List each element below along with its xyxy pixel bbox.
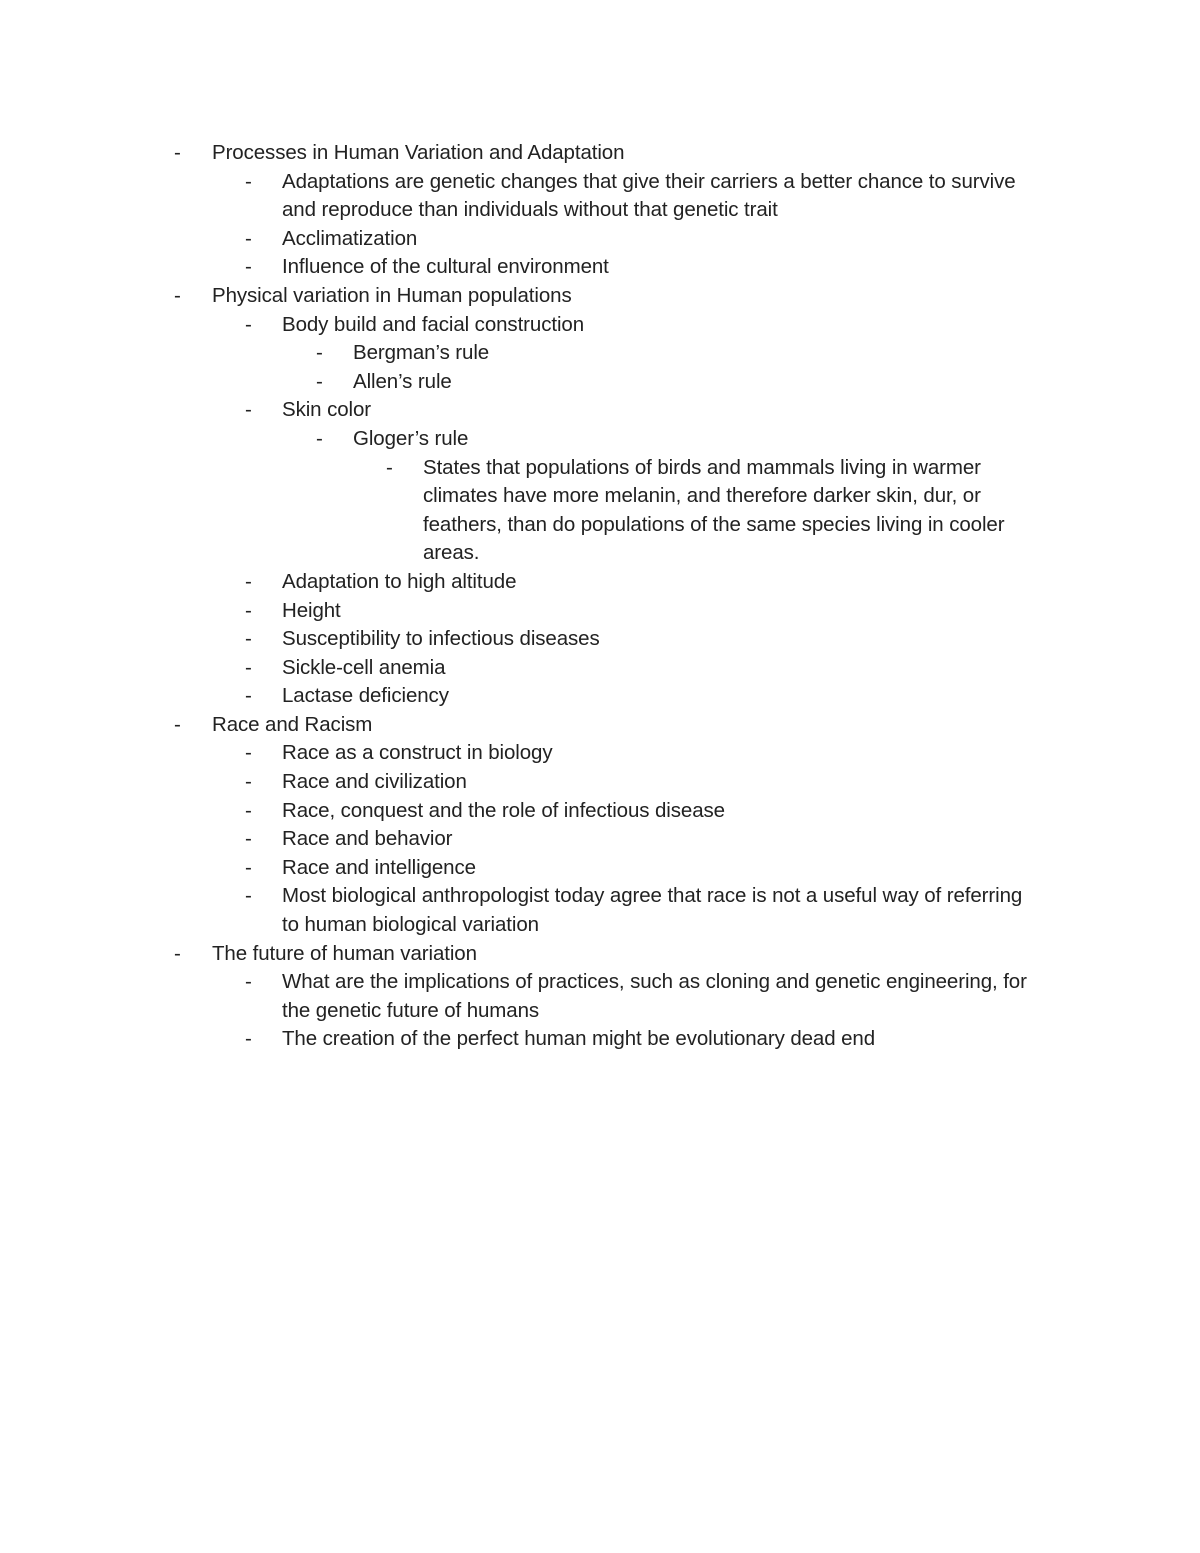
dash-bullet: -: [245, 827, 252, 851]
outline-item: [172, 454, 1048, 568]
dash-bullet: -: [245, 627, 252, 651]
outline-item-text: What are the implications of practices, such as cloning and genetic engineering, for the genetic future of humans: [282, 970, 1027, 1022]
dash-bullet: -: [245, 855, 252, 879]
outline-item-text: Acclimatization: [282, 226, 418, 250]
outline-item-text: Race and civilization: [282, 770, 467, 794]
outline-item-text: Race and intelligence: [282, 855, 476, 879]
dash-bullet: -: [245, 569, 252, 593]
outline-item-text: Most biological anthropologist today agree that race is not a useful way of referring to human biological variation: [282, 884, 1023, 937]
outline-item: [172, 854, 1042, 883]
outline-item-text: Adaptations are genetic changes that give their carriers a better chance to survive and reproduce than individuals without that genetic trait: [282, 169, 1016, 222]
dash-bullet: -: [174, 712, 181, 736]
outline-item-text: Influence of the cultural environment: [282, 255, 609, 279]
outline-item-text: Skin color: [282, 398, 372, 422]
outline-item: [172, 396, 1042, 425]
outline-item: [172, 139, 1072, 168]
outline-item: [172, 225, 1042, 254]
dash-bullet: -: [245, 970, 252, 994]
outline-item: [172, 282, 1072, 311]
outline-item-text: The future of human variation: [212, 941, 477, 965]
dash-bullet: -: [174, 941, 181, 965]
outline-item: [172, 768, 1042, 797]
outline-item: [172, 597, 1042, 626]
outline-item-text: Lactase deficiency: [282, 684, 449, 708]
outline-item-text: Height: [282, 598, 341, 622]
outline-item: [172, 682, 1042, 711]
dash-bullet: -: [245, 798, 252, 822]
dash-bullet: -: [245, 255, 252, 279]
outline-item: [172, 568, 1042, 597]
bullet-outline: [172, 139, 1072, 1054]
outline-item: [172, 1025, 1042, 1054]
dash-bullet: -: [245, 884, 252, 908]
dash-bullet: -: [174, 283, 181, 307]
outline-item-text: Sickle-cell anemia: [282, 655, 446, 679]
outline-item: [172, 368, 1043, 397]
outline-item: [172, 825, 1042, 854]
outline-item: [172, 711, 1072, 740]
outline-item: [172, 797, 1042, 826]
dash-bullet: -: [386, 455, 393, 479]
outline-item-text: Race and behavior: [282, 827, 453, 851]
outline-item: [172, 253, 1042, 282]
outline-item-text: Race, conquest and the role of infectious disease: [282, 798, 725, 822]
outline-item-text: Gloger’s rule: [353, 426, 469, 450]
dash-bullet: -: [245, 655, 252, 679]
outline-item: [172, 968, 1042, 1025]
outline-item-text: Physical variation in Human populations: [212, 283, 572, 307]
dash-bullet: -: [316, 369, 323, 393]
outline-item: [172, 168, 1042, 225]
dash-bullet: -: [245, 741, 252, 765]
dash-bullet: -: [245, 169, 252, 193]
outline-item: [172, 311, 1042, 340]
outline-item-text: States that populations of birds and mammals living in warmer climates have more melanin, and therefore darker skin, dur, or feathers, than do populations of the same species living in cooler areas.: [423, 455, 1005, 565]
outline-item-text: Adaptation to high altitude: [282, 569, 517, 593]
dash-bullet: -: [316, 341, 323, 365]
dash-bullet: -: [245, 226, 252, 250]
dash-bullet: -: [174, 141, 181, 164]
outline-item: [172, 339, 1043, 368]
outline-item: [172, 882, 1042, 939]
outline-item: [172, 739, 1042, 768]
outline-item-text: Susceptibility to infectious diseases: [282, 627, 600, 651]
dash-bullet: -: [245, 312, 252, 336]
dash-bullet: -: [245, 398, 252, 422]
dash-bullet: -: [316, 426, 323, 450]
outline-item: [172, 425, 1043, 454]
outline-item: [172, 654, 1042, 683]
dash-bullet: -: [245, 770, 252, 794]
dash-bullet: -: [245, 1027, 252, 1051]
outline-item-text: Body build and facial construction: [282, 312, 585, 336]
outline-item: [172, 940, 1072, 969]
outline-item-text: Race as a construct in biology: [282, 741, 553, 765]
dash-bullet: -: [245, 684, 252, 708]
outline-item-text: Bergman’s rule: [353, 341, 490, 365]
outline-item-text: Race and Racism: [212, 712, 373, 736]
outline-item-text: Processes in Human Variation and Adaptation: [212, 141, 625, 164]
outline-item-text: The creation of the perfect human might be evolutionary dead end: [282, 1027, 876, 1051]
outline-item: [172, 625, 1042, 654]
dash-bullet: -: [245, 598, 252, 622]
outline-item-text: Allen’s rule: [353, 369, 452, 393]
